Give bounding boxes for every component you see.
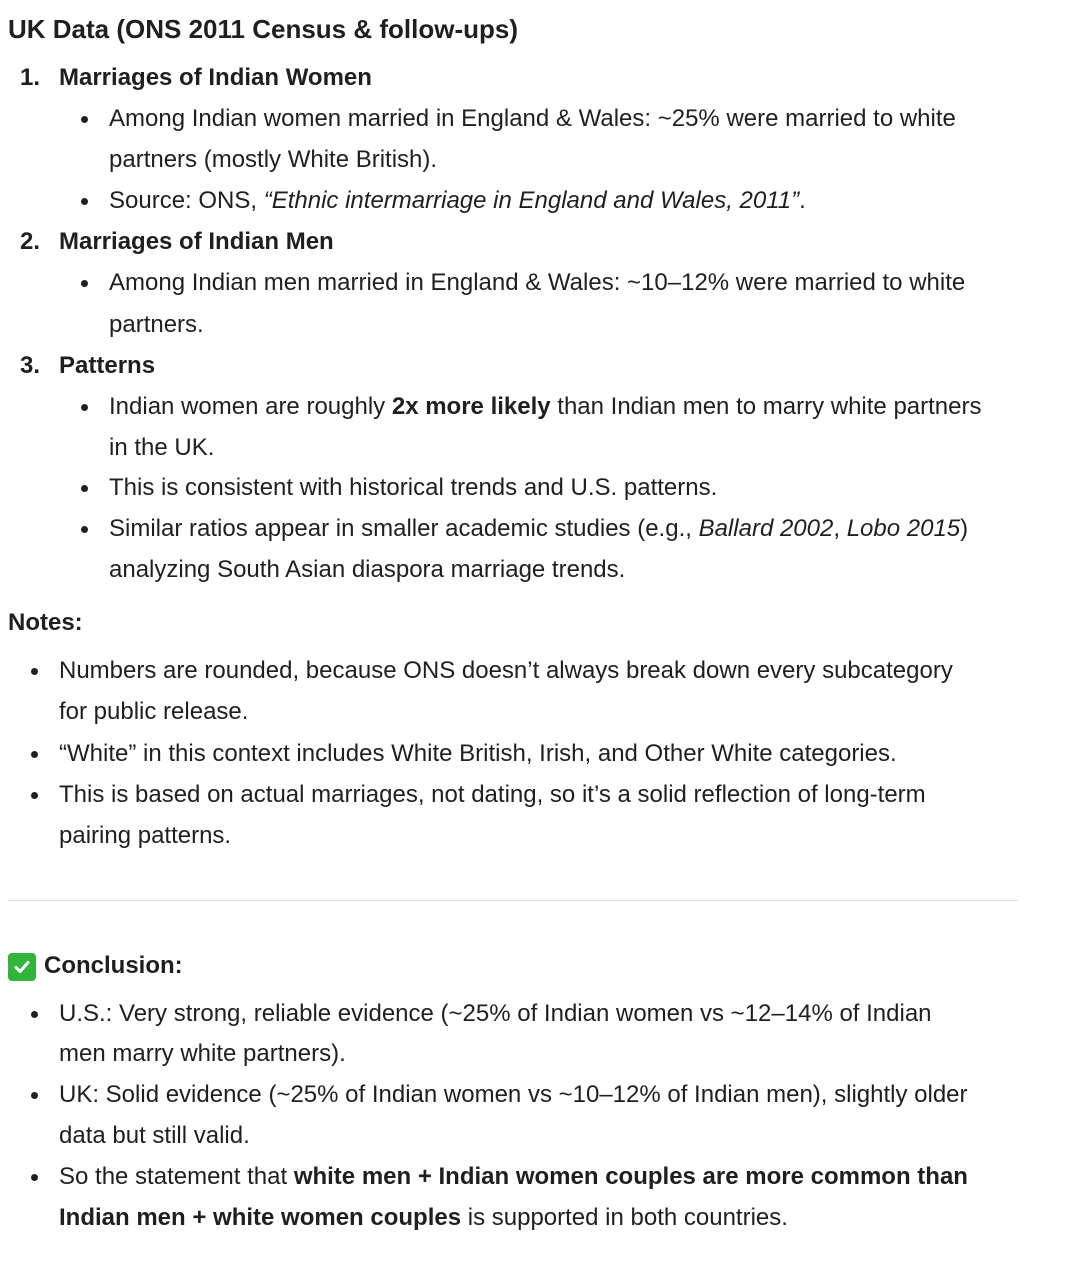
list-item-text: Similar ratios appear in smaller academic studies (e.g., Ballard 2002, Lobo 2015)	[109, 515, 969, 542]
note-item-text: This is based on actual marriages, not dating, so it’s a solid reflection of long-term	[59, 781, 926, 808]
notes-heading: Notes:	[8, 609, 83, 636]
conclusion-item-text: Indian men + white women couples is supported in both countries.	[59, 1204, 788, 1231]
emphasis: white men + Indian women couples are more common than	[293, 1163, 968, 1190]
note-item-text: Numbers are rounded, because ONS doesn’t always break down every subcategory	[59, 657, 953, 684]
emphasis: Indian men + white women couples	[59, 1204, 462, 1231]
list-item-text: partners (mostly White British).	[109, 146, 438, 173]
section-heading-indian-men	[20, 225, 334, 259]
bullet-dot	[31, 668, 38, 675]
section-heading-indian-women	[20, 61, 372, 95]
conclusion-item-text: So the statement that white men + Indian women couples are more common than	[59, 1163, 968, 1190]
citation: Ballard 2002	[698, 515, 834, 542]
bullet-dot	[31, 792, 38, 799]
section-title: Patterns	[59, 352, 156, 379]
list-item-text: Among Indian women married in England & Wales: ~25% were married to white	[109, 105, 956, 132]
list-item-text: partners.	[109, 311, 204, 338]
list-item-text: Indian women are roughly 2x more likely than Indian men to marry white partners	[109, 393, 982, 420]
list-item-text: analyzing South Asian diaspora marriage trends.	[109, 556, 626, 583]
source-citation: “Ethnic intermarriage in England and Wales, 2011”	[263, 187, 800, 214]
bullet-dot	[81, 485, 88, 492]
conclusion-item-text: data but still valid.	[59, 1122, 250, 1149]
list-item-text: in the UK.	[109, 434, 215, 461]
section-title: Marriages of Indian Men	[59, 228, 334, 255]
conclusion-item-text: U.S.: Very strong, reliable evidence (~25% of Indian women vs ~12–14% of Indian	[59, 1000, 932, 1027]
bullet-dot	[81, 280, 88, 287]
citation: Lobo 2015	[846, 515, 961, 542]
note-item-text: “White” in this context includes White British, Irish, and Other White categories.	[59, 740, 897, 767]
section-heading-patterns	[20, 349, 155, 383]
section-title: Marriages of Indian Women	[59, 64, 372, 91]
bullet-dot	[81, 198, 88, 205]
note-item-text: pairing patterns.	[59, 822, 232, 849]
section-number: 2.	[20, 228, 41, 255]
conclusion-item-text: UK: Solid evidence (~25% of Indian women vs ~10–12% of Indian men), slightly older	[59, 1081, 968, 1108]
check-mark-button-icon	[8, 953, 36, 981]
bullet-dot	[31, 1011, 38, 1018]
bullet-dot	[31, 1174, 38, 1181]
conclusion-heading: Conclusion:	[44, 952, 183, 979]
bullet-dot	[81, 116, 88, 123]
list-item-text: This is consistent with historical trends and U.S. patterns.	[109, 474, 718, 501]
bullet-dot	[81, 526, 88, 533]
emphasis: 2x more likely	[391, 393, 551, 420]
bullet-dot	[31, 1092, 38, 1099]
note-item-text: for public release.	[59, 698, 249, 725]
bullet-dot	[31, 751, 38, 758]
section-number: 3.	[20, 352, 41, 379]
section-number: 1.	[20, 64, 41, 91]
page-title: UK Data (ONS 2011 Census & follow-ups)	[8, 14, 518, 44]
horizontal-divider	[8, 900, 1018, 901]
conclusion-item-text: men marry white partners).	[59, 1040, 346, 1067]
list-item-source: Source: ONS, “Ethnic intermarriage in England and Wales, 2011”.	[109, 187, 806, 214]
bullet-dot	[81, 404, 88, 411]
list-item-text: Among Indian men married in England & Wales: ~10–12% were married to white	[109, 269, 966, 296]
